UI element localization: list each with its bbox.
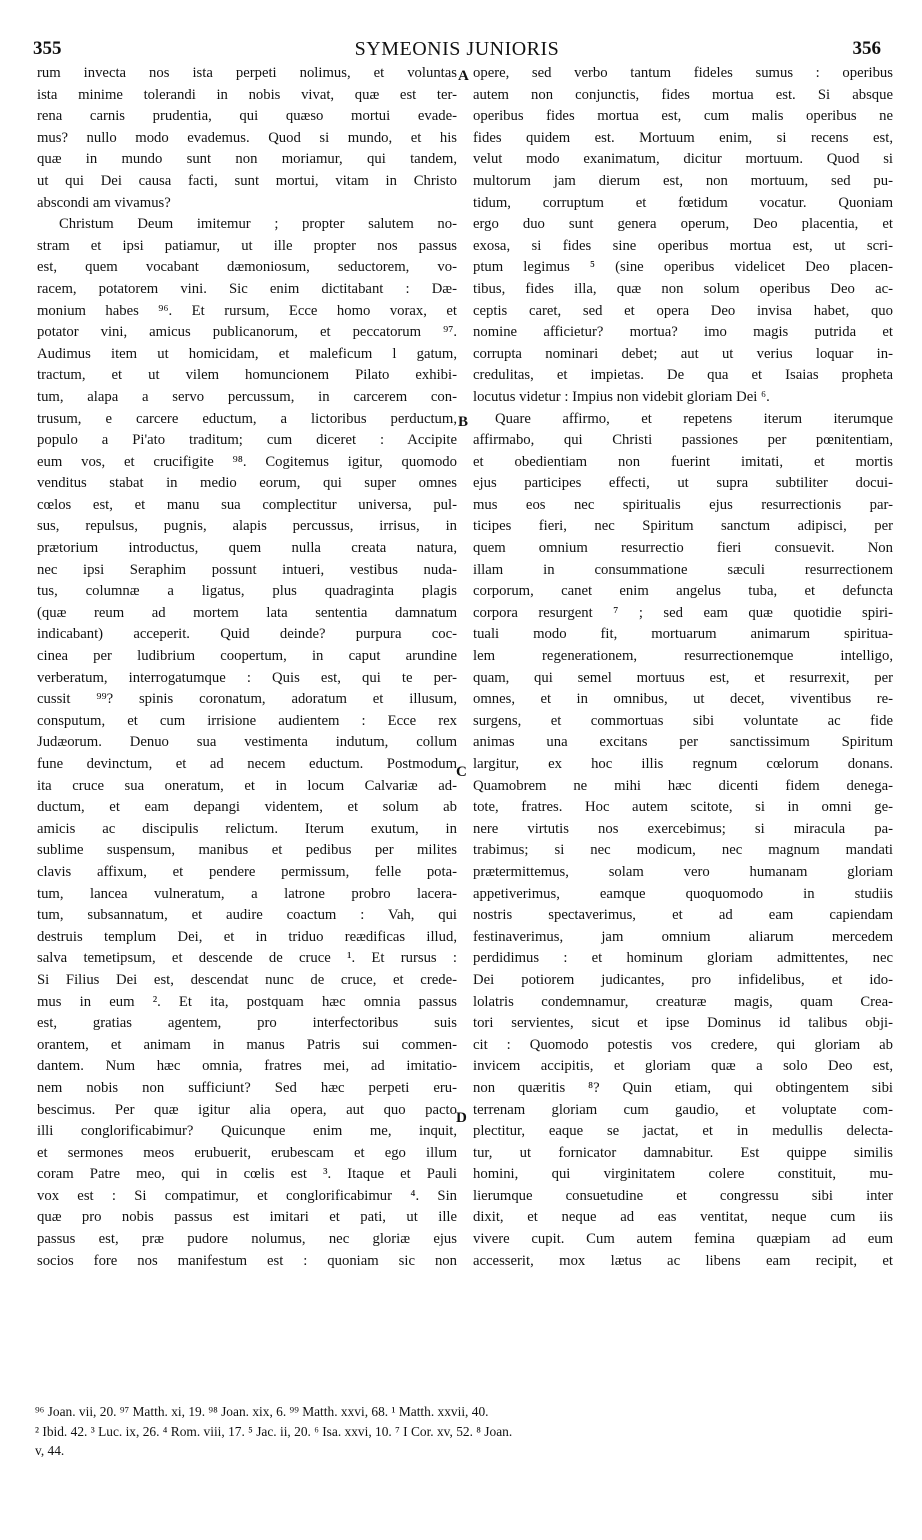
text-line: multorum jam dierum est, non mortuum, sed pu-	[473, 172, 893, 189]
text-line: plectitur, eaque se jactat, et in medullis delecta-	[473, 1123, 893, 1140]
text-line: affirmabo, qui Christi passiones per pœnitentiam,	[473, 432, 893, 449]
text-line: tote, fratres. Hoc autem scitote, si in omni ge-	[473, 799, 893, 816]
text-line: surgens, et commortuas sibi voluntate ac fide	[473, 712, 893, 729]
text-line: credulitas, et impietas. De qua et Isaias propheta	[473, 367, 893, 384]
text-line: tractum, et ut vilem homuncionem Pilato exhibi-	[37, 367, 457, 384]
page-number-left: 355	[33, 38, 62, 59]
text-line: potator vini, amicus publicanorum, et peccatorum ⁹⁷.	[37, 324, 457, 341]
text-line: terrenam gloriam cum gaudio, et voluptate com-	[473, 1101, 893, 1118]
text-line: est, quem vocabant dæmoniosum, seductorem, vo-	[37, 259, 457, 276]
text-line: nem nobis non sufficiunt? Sed hæc perpeti eru-	[37, 1079, 457, 1096]
text-line: fune devinctum, et ad necem eductum. Postmodum	[37, 756, 457, 772]
section-marker-c: C	[456, 764, 467, 780]
text-line: perdidimus : et hominum gloriam admittentes, nec	[473, 950, 893, 967]
text-line: dixit, et neque ad eas ventitat, neque cum iis	[473, 1209, 893, 1226]
text-line: dantem. Num hæc omnia, fratres mei, ad imitatio-	[37, 1058, 457, 1075]
text-line: indicabant) acceperit. Quid deinde? purpura coc-	[37, 626, 457, 643]
text-line: quem omnium resurrectio fieri consuevit. Non	[473, 540, 893, 557]
text-line: velut modo exanimatum, dicitur mortuum. Quod si	[473, 151, 893, 168]
text-line: homini, qui virginitatem colere constituit, mu-	[473, 1166, 893, 1183]
footnote-line: v, 44.	[35, 1443, 65, 1458]
text-line: ita cruce sua oneratum, et in locum Calvariæ ad-	[37, 777, 457, 794]
text-line: cussit ⁹⁹? spinis coronatum, adoratum et illusum,	[37, 691, 457, 708]
text-line: coram Patre meo, qui in cœlis est ³. Itaque et Pauli	[37, 1166, 457, 1183]
text-line: (quæ reum ad mortem lata sententia damnatum	[37, 604, 457, 621]
text-line: passus est, præ pudore nolumus, nec gloriæ ejus	[37, 1231, 457, 1248]
right-text-column	[473, 63, 893, 1272]
text-line: orantem, et animam in manus Patris sui commen-	[37, 1036, 457, 1053]
text-line: opere, sed verbo tantum fideles sumus : operibus	[473, 65, 893, 81]
text-line: tur, ut fornicator damnabitur. Est quippe similis	[473, 1144, 893, 1161]
text-line: amicis ac discipulis relictum. Iterum exutum, in	[37, 820, 457, 837]
text-line: locutus videtur : Impius non videbit gloriam Dei ⁶.	[473, 388, 770, 405]
text-line: Quamobrem ne mihi hæc dicenti fidem denega-	[473, 777, 893, 794]
text-line: salva temetipsum, et descende de cruce ¹. Et rursus :	[37, 950, 457, 967]
text-line: est, gratias agentem, pro interfectoribus suis	[37, 1015, 457, 1032]
text-line: verberatum, interrogatumque : Quis est, qui te per-	[37, 669, 457, 686]
text-line: vivere cupit. Cum autem femina quæpiam ad eum	[473, 1231, 893, 1248]
text-line: tibus, fides illa, quæ non solum operibus Deo ac-	[473, 280, 893, 297]
text-line: tori servientes, sicut et ipse Dominus id talibus obji-	[473, 1015, 893, 1032]
text-line: vox est : Si compatimur, et conglorificabimur ⁴. Sin	[37, 1187, 457, 1204]
text-line: quæ pro nobis passus est imitari et pati, ut ille	[37, 1209, 457, 1226]
section-marker-a: A	[458, 68, 469, 84]
text-line: eum vos, et crucifigite ⁹⁸. Cogitemus igitur, quomodo	[37, 453, 457, 470]
text-line: omnes, et in omnibus, ut decet, viventibus re-	[473, 691, 893, 708]
footnote-line: ⁹⁶ Joan. vii, 20. ⁹⁷ Matth. xi, 19. ⁹⁸ Joan. xix, 6. ⁹⁹ Matth. xxvi, 68. ¹ Matth. xxvii, 40.	[35, 1404, 489, 1419]
text-line: Quare affirmo, et repetens iterum iterumque	[495, 410, 893, 427]
text-line: cit : Quomodo potestis vos credere, qui gloriam ab	[473, 1036, 893, 1053]
text-line: Dei potiorem judicantes, pro infidelibus, et ido-	[473, 971, 893, 988]
text-line: quæ in mundo sunt non moriamur, qui tandem,	[37, 151, 457, 168]
text-line: sus, repulsus, pugnis, alapis percussus, irrisus, in	[37, 518, 457, 535]
text-line: Audimus item ut homicidam, et maleficum l gatum,	[37, 345, 457, 362]
text-line: non quæritis ⁸? Quin etiam, qui obtingentem sibi	[473, 1079, 893, 1096]
text-line: fides quidem est. Mortuum enim, si recens est,	[473, 129, 893, 146]
text-line: illam in consummatione sæculi resurrectionem	[473, 561, 893, 578]
text-line: nere virtutis nos exercebimus; si miracula pa-	[473, 820, 893, 837]
text-line: rena carnis prudentia, qui quæso mortui evade-	[37, 108, 457, 125]
text-line: trabimus; si nec modicum, nec magnum mandati	[473, 842, 893, 859]
text-line: lolatris condemnamur, creaturæ magis, quam Crea-	[473, 993, 893, 1010]
text-line: ergo duo sunt genera operum, Deo placentia, et	[473, 216, 893, 233]
text-line: nomine afficietur? mortua? imo magis putrida et	[473, 324, 893, 341]
text-line: Judæorum. Denuo sua vestimenta indutum, collum	[37, 734, 457, 751]
text-line: mus eos nec spiritualis ejus resurrectionis par-	[473, 496, 893, 513]
running-title: SYMEONIS JUNIORIS	[354, 38, 560, 60]
text-line: stram et ipsi patiamur, ut ille propter nos passus	[37, 237, 457, 254]
text-line: accesserit, mox lætus ac libens eam recipit, et	[473, 1252, 893, 1269]
text-line: animas una excitans per sanctissimum Spiritum	[473, 734, 893, 751]
text-line: cœlos est, et manu sua complectitur universa, pul-	[37, 496, 457, 513]
footnotes	[35, 1402, 885, 1461]
text-line: ut qui Dei causa facti, sunt mortui, vitam in Christo	[37, 172, 457, 189]
text-line: ductum, et eam depangi videntem, et solum ab	[37, 799, 457, 816]
text-line: quam, qui semel mortuus est, et resurrexit, per	[473, 669, 893, 686]
page-header	[33, 38, 881, 62]
text-line: invicem accipitis, et gloriam quæ a solo Deo est,	[473, 1058, 893, 1075]
text-line: monium habes ⁹⁶. Et rursum, Ecce homo vorax, et	[37, 302, 457, 319]
text-line: tuali modo fit, mortuarum animarum spiritua-	[473, 626, 893, 643]
text-line: tidum, corruptum et fœtidum vocatur. Quoniam	[473, 194, 893, 211]
text-line: tus, columnæ a ligatus, plus quadraginta plagis	[37, 583, 457, 600]
text-line: prætorium introductus, quem nulla creata natura,	[37, 540, 457, 557]
text-line: abscondi am vivamus?	[37, 194, 171, 211]
text-line: consputum, et cum irrisione audientem : Ecce rex	[37, 712, 457, 729]
text-line: corrupta nominari debet; aut ut verius loquar in-	[473, 345, 893, 362]
text-line: ceptis caret, sed et opera Deo invisa habet, quo	[473, 302, 893, 319]
text-line: clavis affixum, et pendere permissum, felle pota-	[37, 863, 457, 880]
text-line: trusum, e carcere eductum, a lictoribus perductum,	[37, 410, 457, 427]
text-line: socios fore nos manifestum est : quoniam sic non	[37, 1252, 457, 1269]
text-line: prætermittemus, solam vero humanam gloriam	[473, 863, 893, 880]
text-line: ptum legimus ⁵ (sine operibus videlicet Deo placen-	[473, 259, 893, 276]
text-line: cinea per ludibrium coopertum, in caput arundine	[37, 648, 457, 665]
text-line: lierumque consuetudine et congressu sibi inter	[473, 1187, 893, 1204]
text-line: tum, alapa a servo percussum, in carcerem con-	[37, 388, 457, 405]
text-line: sublime suspensum, manibus et pedibus per milites	[37, 842, 457, 859]
text-line: illi conglorificabimur? Quicunque enim me, inquit,	[37, 1123, 457, 1140]
text-line: operibus fides mortua est, cum malis operibus ne	[473, 108, 893, 125]
text-line: tum, subsannatum, et audire coactum : Vah, qui	[37, 907, 457, 924]
text-line: festinaverimus, jam omnium aliarum mercedem	[473, 928, 893, 945]
text-line: mus? nullo modo evademus. Quod si mundo, et his	[37, 129, 457, 146]
footnote-line: ² Ibid. 42. ³ Luc. ix, 26. ⁴ Rom. viii, 17. ⁵ Jac. ii, 20. ⁶ Isa. xxvi, 10. ⁷ I Cor. xv, 52. ⁸ Joan.	[35, 1423, 513, 1439]
text-line: et sermones meos erubuerit, erubescam et ego illum	[37, 1144, 457, 1161]
page-number-right: 356	[852, 38, 881, 59]
text-line: ejus participes effecti, ut supra subtiliter docui-	[473, 475, 893, 492]
left-text-column	[37, 63, 457, 1272]
text-line: autem non conjunctis, fides mortua est. Si absque	[473, 86, 893, 103]
text-line: mus in eum ². Et ita, postquam hæc omnia passus	[37, 993, 457, 1010]
text-line: ticipes fieri, nec Spiritum sanctum adipisci, per	[473, 518, 893, 535]
text-line: corporum, canet enim angelus tuba, et defuncta	[473, 583, 893, 600]
text-line: ista minime tolerandi in nobis vivat, quæ est ter-	[37, 86, 457, 103]
text-line: largitur, ex hoc illis regnum cœlorum donans.	[473, 756, 893, 772]
text-line: tum, lancea vulneratum, a latrone probro lacera-	[37, 885, 457, 902]
text-line: venditus stabat in medio eorum, qui super omnes	[37, 475, 457, 492]
text-line: bescimus. Per quæ igitur alia opera, aut quo pacto	[37, 1101, 457, 1118]
text-line: appetiverimus, eamque quoquomodo in studiis	[473, 885, 893, 902]
text-line: destruis templum Dei, et in triduo reædificas illud,	[37, 928, 457, 945]
section-marker-b: B	[458, 414, 469, 430]
section-marker-d: D	[456, 1110, 467, 1126]
text-line: corpora resurgent ⁷ ; sed eam quæ quotidie spiri-	[473, 604, 893, 621]
text-line: rum invecta nos ista perpeti nolimus, et voluntas	[37, 65, 457, 81]
text-line: populo a Pi'ato traditum; cum diceret : Accipite	[37, 432, 457, 449]
text-line: Si Filius Dei est, descendat nunc de cruce, et crede-	[37, 971, 457, 988]
text-line: racem, potatorem vini. Sic enim dictitabant : Dæ-	[37, 280, 457, 297]
text-line: nec ipsi Seraphim possunt intueri, vestibus nuda-	[37, 561, 457, 578]
text-line: lem regenerationem, resurrectionemque intelligo,	[473, 648, 893, 665]
text-line: et obedientiam non fuerint imitati, et mortis	[473, 453, 893, 470]
text-line: nostris spectaverimus, et ad eam capiendam	[473, 907, 893, 924]
text-line: exosa, si fides sine operibus mortua est, ut scri-	[473, 237, 893, 254]
text-line: Christum Deum imitemur ; propter salutem no-	[59, 216, 457, 233]
